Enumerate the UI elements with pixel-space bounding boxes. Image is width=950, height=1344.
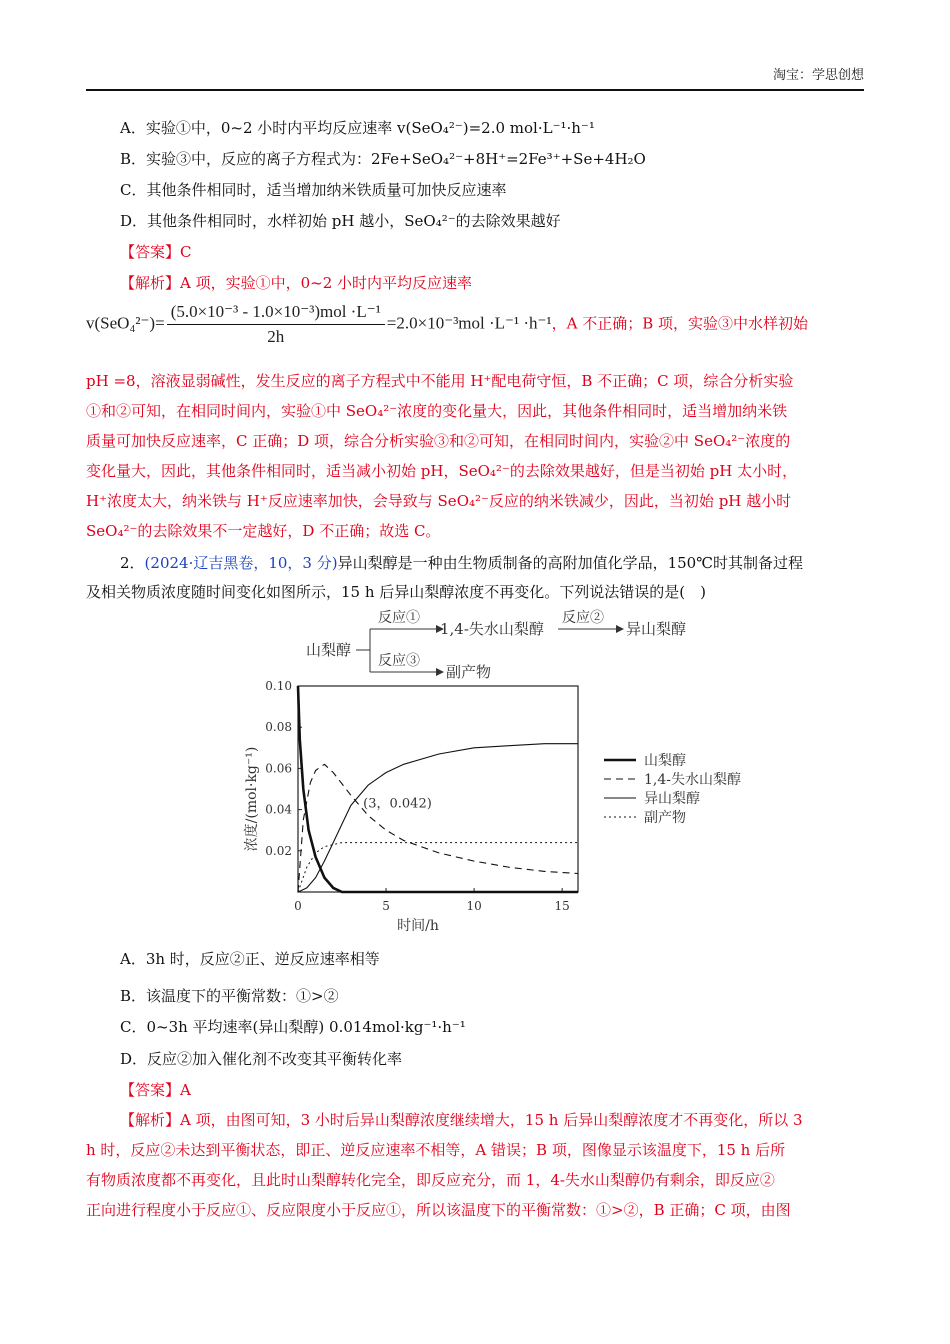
q1-analysis-head: 【解析】A 项，实验①中，0~2 小时内平均反应速率 [120, 274, 473, 292]
label-r1: 反应① [378, 610, 420, 626]
y-tick-label: 0.04 [265, 802, 292, 817]
q1-formula-row [86, 302, 808, 347]
q1-option-b: B．实验③中，反应的离子方程式为：2Fe+SeO₄²⁻+8H⁺=2Fe³⁺+Se+4H₂O [120, 150, 646, 168]
q2-analysis-line: 【解析】A 项，由图可知，3 小时后异山梨醇浓度继续增大，15 h 后异山梨醇浓度才不再变化，所以 3 [120, 1111, 803, 1129]
formula-lhs: v(SeO₄²⁻)= [86, 313, 165, 333]
q1-analysis-line: 变化量大，因此，其他条件相同时，适当减小初始 pH，SeO₄²⁻的去除效果越好，但是当初始 pH 太小时， [86, 462, 798, 480]
q2-source: (2024·辽吉黑卷，10，3 分) [144, 554, 338, 572]
legend-label: 1,4-失水山梨醇 [644, 772, 741, 788]
legend-label: 副产物 [644, 810, 686, 826]
q2-analysis-line: 有物质浓度都不再变化，且此时山梨醇转化完全，即反应充分，而 1，4-失水山梨醇仍有剩余，即反应② [86, 1171, 775, 1189]
series-line-solid [298, 744, 578, 892]
q2-stem-line1 [120, 552, 803, 573]
q2-analysis-line: 正向进行程度小于反应①、反应限度小于反应①，所以该温度下的平衡常数：①>②，B 正确；C 项，由图 [86, 1201, 791, 1219]
q1-analysis-line: pH =8，溶液显弱碱性，发生反应的离子方程式中不能用 H⁺配电荷守恒，B 不正确；C 项，综合分析实验 [86, 372, 794, 390]
q1-analysis-line: H⁺浓度太大，纳米铁与 H⁺反应速率加快，会导致与 SeO₄²⁻反应的纳米铁减少，因此，当初始 pH 越小时 [86, 492, 792, 510]
header-rule [86, 89, 864, 91]
q1-analysis-line: SeO₄²⁻的去除效果不一定越好，D 不正确；故选 C。 [86, 522, 441, 540]
q1-option-c: C．其他条件相同时，适当增加纳米铁质量可加快反应速率 [120, 181, 507, 199]
label-r3: 反应③ [378, 653, 420, 669]
formula-rhs: =2.0×10⁻³mol ·L⁻¹ ·h⁻¹ [386, 313, 552, 333]
point-annotation: (3，0.042) [363, 796, 432, 812]
q2-number: 2． [120, 554, 145, 572]
plot-frame [298, 686, 578, 892]
q2-option-d: D．反应②加入催化剂不改变其平衡转化率 [120, 1050, 403, 1068]
arrow-r2-head [616, 625, 624, 633]
legend-label: 异山梨醇 [644, 791, 700, 807]
x-tick-label: 10 [466, 899, 482, 913]
y-axis-label: 浓度/(mol·kg⁻¹) [244, 746, 260, 852]
q2-stem-text: 异山梨醇是一种由生物质制备的高附加值化学品，150℃时其制备过程 [337, 554, 804, 572]
formula-denominator: 2h [267, 327, 285, 346]
reaction-scheme [290, 604, 710, 682]
q1-analysis-line: ①和②可知，在相同时间内，实验①中 SeO₄²⁻浓度的变化量大，因此，其他条件相同时，适当增加纳米铁 [86, 402, 788, 420]
x-tick-label: 5 [382, 899, 390, 913]
q2-option-a: A．3h 时，反应②正、逆反应速率相等 [120, 950, 380, 968]
series-line-dotted [298, 843, 578, 892]
q1-option-d: D．其他条件相同时，水样初始 pH 越小，SeO₄²⁻的去除效果越好 [120, 212, 561, 230]
label-r2: 反应② [562, 610, 604, 626]
q1-analysis-line: 质量可加快反应速率，C 正确；D 项，综合分析实验③和②可知，在相同时间内，实验②中 SeO₄²⁻浓度的 [86, 432, 791, 450]
concentration-chart [200, 676, 780, 938]
y-tick-label: 0.02 [265, 843, 292, 858]
formula-fraction [167, 302, 385, 347]
scheme-start: 山梨醇 [306, 641, 352, 659]
x-tick-label: 15 [554, 899, 570, 913]
y-tick-label: 0.08 [265, 720, 292, 735]
legend-label: 山梨醇 [644, 753, 686, 769]
x-tick-label: 0 [294, 899, 302, 913]
formula-numerator: (5.0×10⁻³ - 1.0×10⁻³)mol ·L⁻¹ [167, 302, 385, 325]
scheme-side: 副产物 [446, 663, 492, 681]
scheme-end: 异山梨醇 [626, 620, 687, 638]
q2-stem-line2: 及相关物质浓度随时间变化如图所示，15 h 后异山梨醇浓度不再变化。下列说法错误的是( ) [86, 583, 706, 601]
page-header: 淘宝：学思创想 [772, 68, 864, 83]
q2-option-b: B．该温度下的平衡常数：①>② [120, 987, 339, 1005]
q1-option-a: A．实验①中，0~2 小时内平均反应速率 v(SeO₄²⁻)=2.0 mol·L⁻¹·h⁻¹ [120, 119, 595, 137]
q2-option-c: C．0~3h 平均速率(异山梨醇) 0.014mol·kg⁻¹·h⁻¹ [120, 1018, 466, 1036]
q1-analysis-after-formula: ，A 不正确；B 项，实验③中水样初始 [551, 314, 808, 333]
series-line-thick [298, 686, 578, 892]
q1-answer: 【答案】C [120, 243, 192, 261]
y-tick-label: 0.10 [265, 679, 292, 693]
arrow-r3-head [436, 668, 444, 676]
y-tick-label: 0.06 [265, 761, 292, 776]
q2-analysis-line: h 时，反应②未达到平衡状态，即正、逆反应速率不相等，A 错误；B 项，图像显示该温度下，15 h 后所 [86, 1141, 786, 1159]
q2-answer: 【答案】A [120, 1081, 191, 1099]
x-axis-label: 时间/h [397, 918, 439, 934]
scheme-mid: 1,4-失水山梨醇 [440, 620, 544, 638]
